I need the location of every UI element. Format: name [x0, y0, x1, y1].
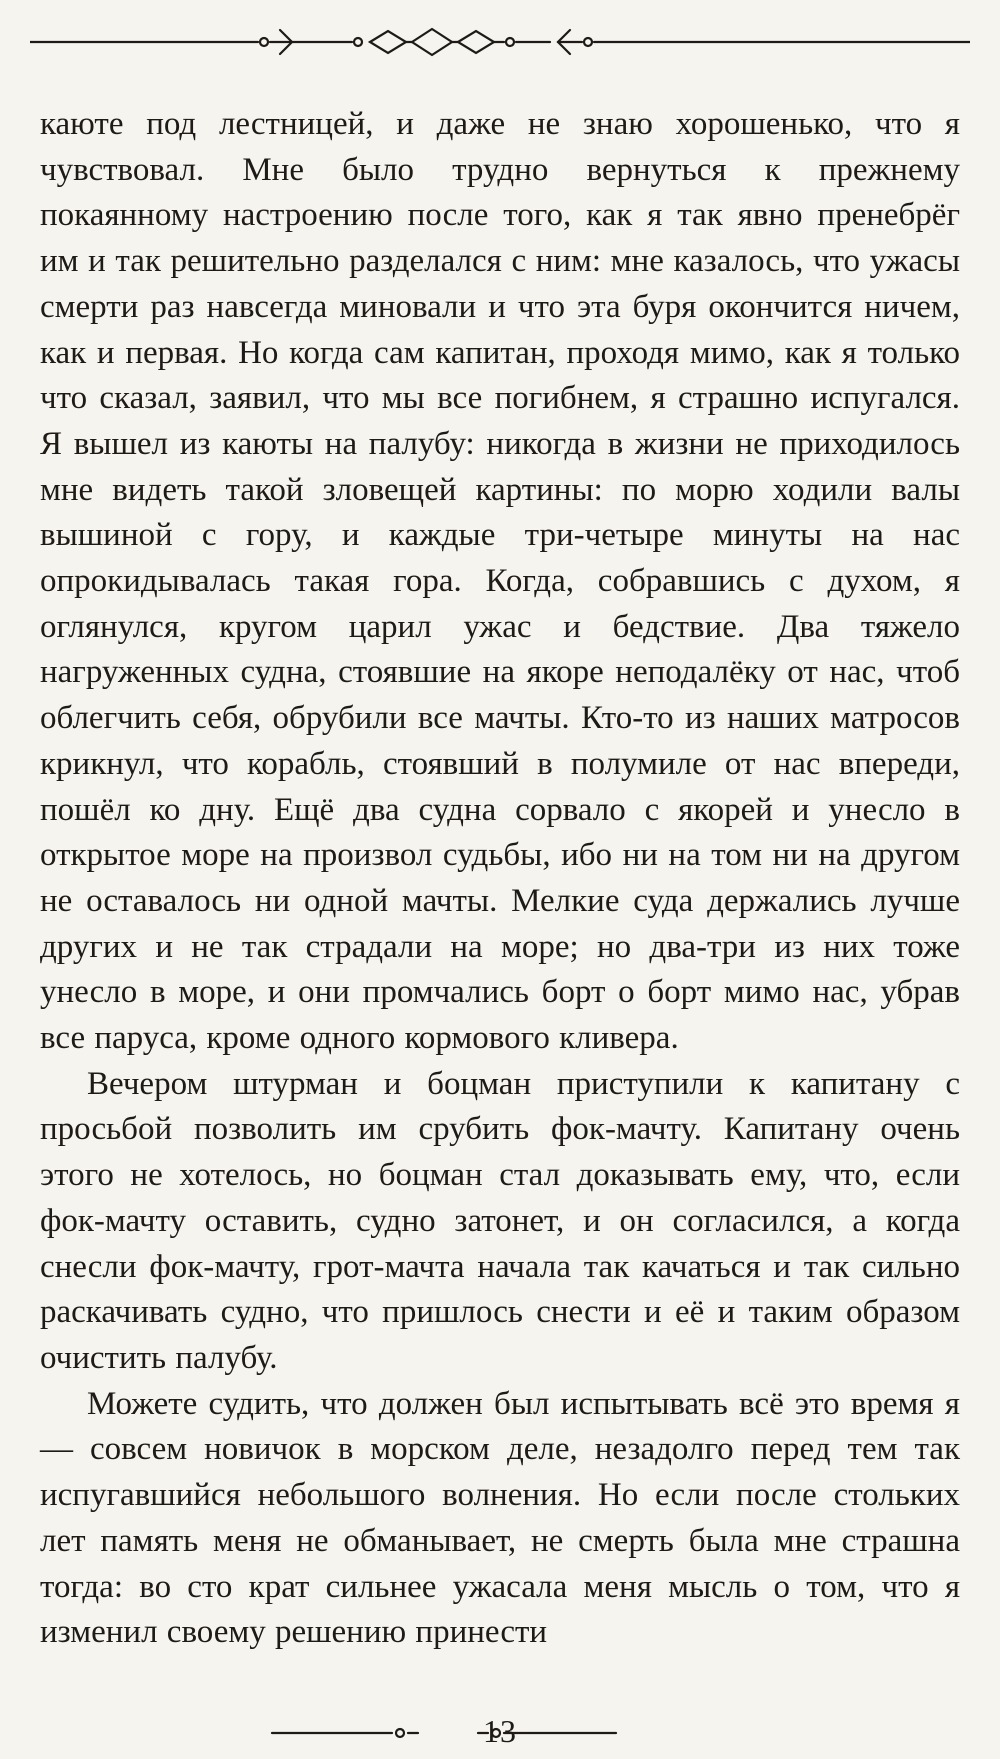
- header-ornament: [30, 22, 970, 62]
- paragraph-1: каюте под лестницей, и даже не знаю хорошенько, что я чувствовал. Мне было трудно вернуться к прежнему покаянному настроению после того, как я так явно пренебрёг им и так решительно разделался с ним: мне казалось, что ужасы смерти раз навсегда миновали и что эта буря окончится ничем, как и первая. Но когда сам капитан, проходя мимо, как я только что сказал, заявил, что мы все погибнем, я страшно испугался. Я вышел из каюты на палубу: никогда в жизни не приходилось мне видеть такой зловещей картины: по морю ходили валы вышиной с гору, и каждые три-четыре минуты на нас опрокидывалась такая гора. Когда, собравшись с духом, я оглянулся, кругом царил ужас и бедствие. Два тяжело нагруженных судна, стоявшие на якоре неподалёку от нас, чтоб облегчить себя, обрубили все мачты. Кто-то из наших матросов крикнул, что корабль, стоявший в полумиле от нас впереди, пошёл ко дну. Ещё два судна сорвало с якорей и унесло в открытое море на произвол судьбы, ибо ни на том ни на другом не оставалось ни одной мачты. Мелкие суда держались лучше других и не так страдали на море; но два-три из них тоже унесло в море, и они промчались борт о борт мимо нас, убрав все паруса, кроме одного кормового кливера.: [40, 106, 960, 1057]
- main-text: [40, 102, 960, 1656]
- paragraph-3: Можете судить, что должен был испытывать всё это время я — совсем новичок в морском деле, незадолго перед тем так испугавшийся небольшого волнения. Но если после стольких лет память меня не обманывает, не смерть была мне страшна тогда: во сто крат сильнее ужасала меня мысль о том, что я изменил своему решению принести: [40, 1385, 960, 1651]
- page-number: 13: [483, 1713, 517, 1749]
- paragraph-2: Вечером штурман и боцман приступили к капитану с просьбой позволить им срубить фок-мачту. Капитану очень этого не хотелось, но боцман стал доказывать ему, что, если фок-мачту оставить, судно затонет, и он согласился, а когда снесли фок-мачту, грот-мачта начала так качаться и так сильно раскачивать судно, что пришлось снести и её и таким образом очистить палубу.: [40, 1065, 960, 1376]
- page-footer: [0, 1715, 1000, 1755]
